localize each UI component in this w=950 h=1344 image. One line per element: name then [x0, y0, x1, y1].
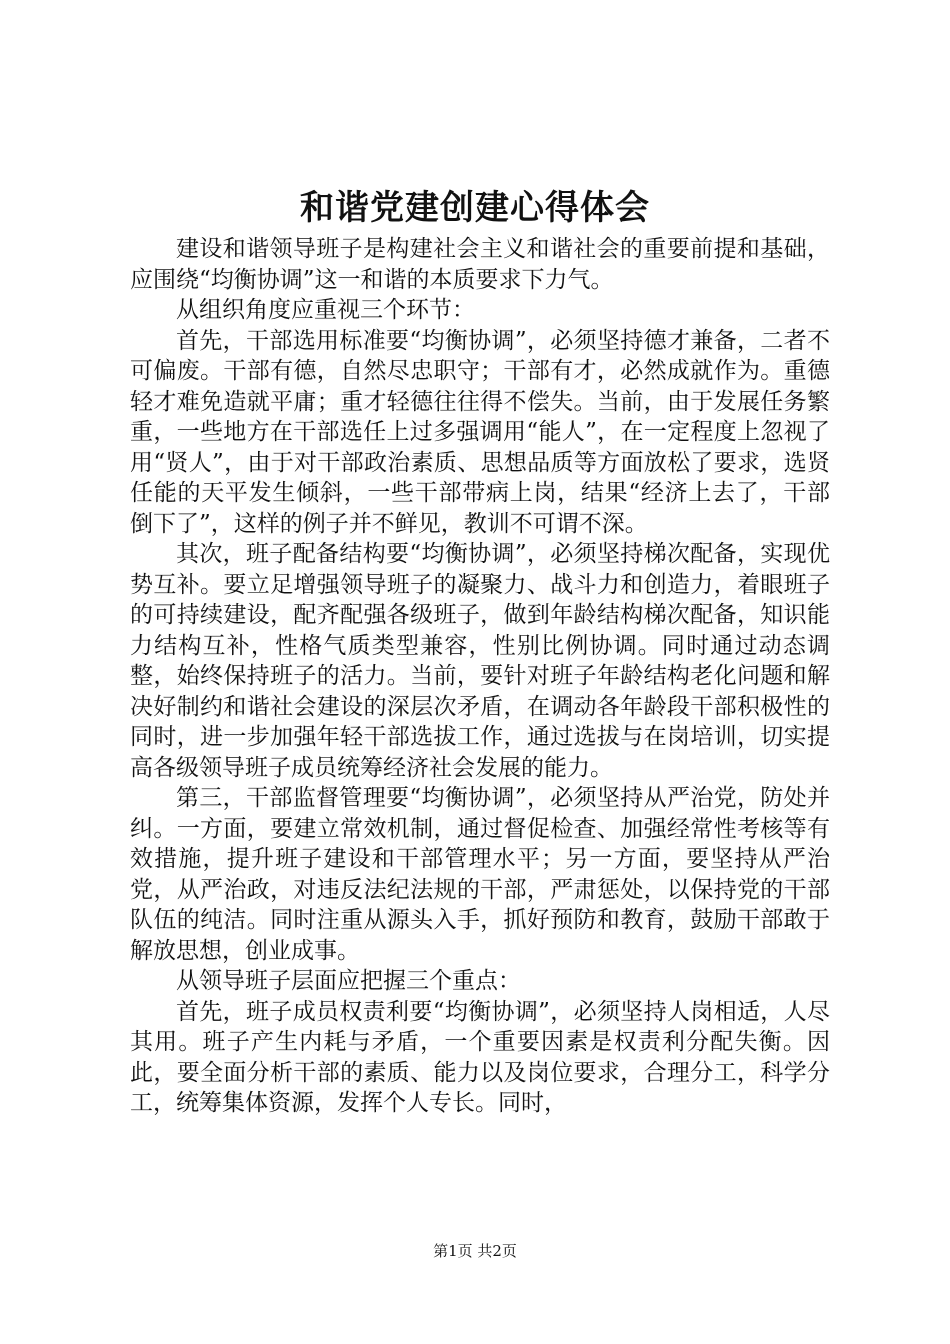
paragraph-first-responsibility: 首先，班子成员权责利要“均衡协调”，必须坚持人岗相适，人尽其用。班子产生内耗与矛盾，一个重要因素是权责利分配失衡。因此，要全面分析干部的素质、能力以及岗位要求，合理分工，科学分工，统筹集体资源，发挥个人专长。同时， [130, 998, 830, 1116]
page-footer: 第1页 共2页 [433, 1242, 517, 1260]
section-heading-leadership: 从领导班子层面应把握三个重点： [176, 968, 521, 994]
document-body [130, 234, 830, 1119]
paragraph-third-supervision: 第三，干部监督管理要“均衡协调”，必须坚持从严治党，防处并纠。一方面，要建立常效机制，通过督促检查、加强经常性考核等有效措施，提升班子建设和干部管理水平；另一方面，要坚持从严治党，从严治政，对违反法纪法规的干部，严肃惩处，以保持党的干部队伍的纯洁。同时注重从源头入手，抓好预防和教育，鼓励干部敢于解放思想，创业成事。 [130, 785, 830, 964]
paragraph-intro: 建设和谐领导班子是构建社会主义和谐社会的重要前提和基础，应围绕“均衡协调”这一和谐的本质要求下力气。 [130, 236, 830, 293]
section-heading-organization: 从组织角度应重视三个环节： [176, 297, 475, 323]
paragraph-first-selection: 首先，干部选用标准要“均衡协调”，必须坚持德才兼备，二者不可偏废。干部有德，自然尽忠职守；干部有才，必然成就作为。重德轻才难免造就平庸；重才轻德往往得不偿失。当前，由于发展任务繁重，一些地方在干部选任上过多强调用“能人”，在一定程度上忽视了用“贤人”，由于对干部政治素质、思想品质等方面放松了要求，选贤任能的天平发生倾斜，一些干部带病上岗，结果“经济上去了，干部倒下了”，这样的例子并不鲜见，教训不可谓不深。 [130, 327, 830, 537]
paragraph-second-structure: 其次，班子配备结构要“均衡协调”，必须坚持梯次配备，实现优势互补。要立足增强领导班子的凝聚力、战斗力和创造力，着眼班子的可持续建设，配齐配强各级班子，做到年龄结构梯次配备，知识能力结构互补，性格气质类型兼容，性别比例协调。同时通过动态调整，始终保持班子的活力。当前，要针对班子年龄结构老化问题和解决好制约和谐社会建设的深层次矛盾，在调动各年龄段干部积极性的同时，进一步加强年轻干部选拔工作，通过选拔与在岗培训，切实提高各级领导班子成员统筹经济社会发展的能力。 [130, 541, 830, 781]
document-title: 和谐党建创建心得体会 [300, 188, 650, 228]
